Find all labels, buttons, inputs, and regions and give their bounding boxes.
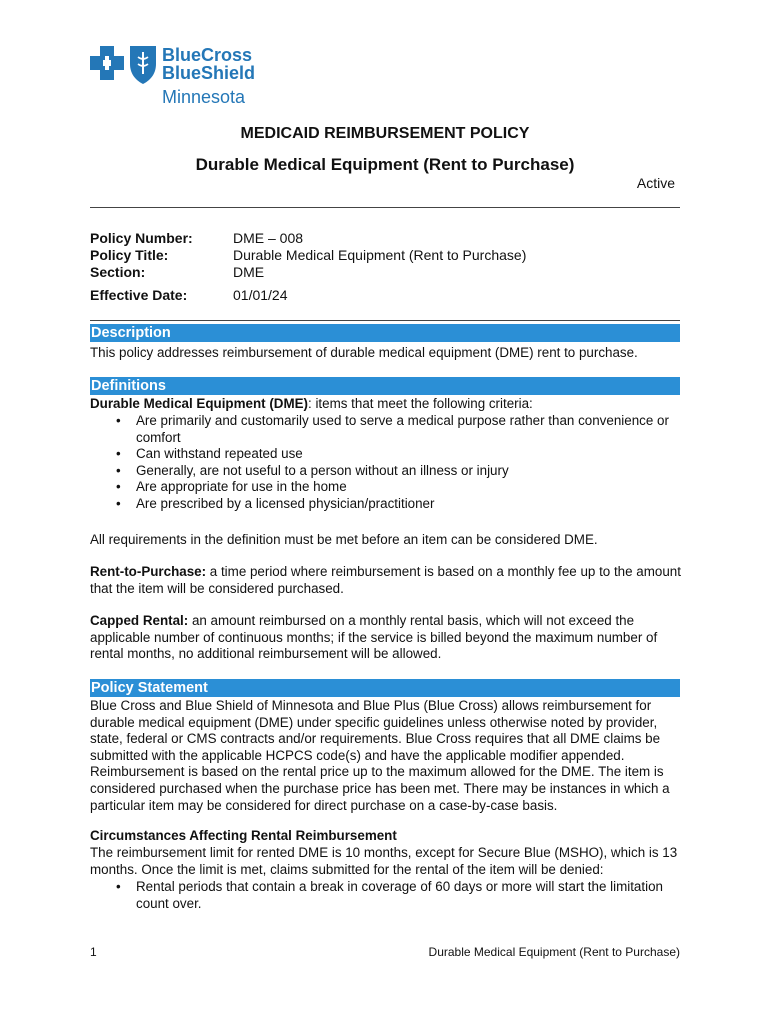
status-label: Active <box>636 175 675 191</box>
policy-statement-text: Blue Cross and Blue Shield of Minnesota and Blue Plus (Blue Cross) allows reimbursement for durable medical equipment (DME) under specific guidelines unless otherwise noted by provider, state, federal or CMS contracts and/or requirements. Blue Cross requires that all DME claims be submitted with the applicable HCPCS code(s) and have the applicable modifier appended. Reimbursement is based on the rental price up to the maximum allowed for the DME. The item is considered purchased when the purchase price has been met. There may be instances in which a particular item may be considered for direct purchase on a case-by-case basis. <box>90 698 670 813</box>
policy-number-value: DME – 008 <box>233 230 304 246</box>
reimbursement-limit-text: The reimbursement limit for rented DME is 10 months, except for Secure Blue (MSHO), which is 13 months. Once the limit is met, claims submitted for the rental of the item will be denied: <box>90 845 678 877</box>
list-item: • Rental periods that contain a break in coverage of 60 days or more will start the limitation count over. <box>116 879 663 911</box>
policy-title-label: Policy Title: <box>90 247 169 263</box>
logo-line-1: BlueCross <box>162 45 253 65</box>
rent-to-purchase-term: Rent-to-Purchase: <box>90 564 207 579</box>
rental-circumstances-subheading: Circumstances Affecting Rental Reimbursement <box>90 828 397 843</box>
dme-definition <box>90 396 682 413</box>
effective-date-value: 01/01/24 <box>233 287 288 303</box>
section-value: DME <box>233 264 265 280</box>
capped-rental-term: Capped Rental: <box>90 613 189 628</box>
list-item: • Generally, are not useful to a person without an illness or injury <box>116 462 509 478</box>
bcbs-logo <box>90 42 265 108</box>
dme-term: Durable Medical Equipment (DME) <box>90 396 308 411</box>
divider <box>90 320 680 321</box>
list-item: • Are primarily and customarily used to serve a medical purpose rather than convenience or comfort <box>116 413 669 445</box>
page-number: 1 <box>90 945 97 959</box>
cross-shield-icon <box>90 44 160 88</box>
policy-type-heading: MEDICAID REIMBURSEMENT POLICY <box>240 125 530 142</box>
rent-to-purchase-definition <box>90 564 682 597</box>
policy-number-label: Policy Number: <box>90 230 193 246</box>
logo-line-2: BlueShield <box>162 63 256 83</box>
limit-conditions-list <box>90 879 682 912</box>
list-item: • Are appropriate for use in the home <box>116 479 347 495</box>
policy-name-heading: Durable Medical Equipment (Rent to Purchase) <box>195 155 575 174</box>
effective-date-label: Effective Date: <box>90 287 188 303</box>
list-item: • Can withstand repeated use <box>116 446 303 462</box>
footer-doc-title: Durable Medical Equipment (Rent to Purchase) <box>428 945 680 959</box>
logo-line-3: Minnesota <box>162 87 246 107</box>
policy-title-value: Durable Medical Equipment (Rent to Purchase) <box>233 247 527 263</box>
policy-statement-heading: Policy Statement <box>90 679 680 697</box>
description-text: This policy addresses reimbursement of durable medical equipment (DME) rent to purchase. <box>90 345 638 360</box>
requirements-note: All requirements in the definition must be met before an item can be considered DME. <box>90 532 598 547</box>
capped-rental-text: an amount reimbursed on a monthly rental basis, which will not exceed the applicable number of continuous months; if the service is billed beyond the maximum number of rental months, no additional reimbursement will be allowed. <box>90 613 658 662</box>
dme-criteria-list <box>90 413 682 513</box>
section-label: Section: <box>90 264 146 280</box>
description-heading: Description <box>90 324 680 342</box>
divider <box>90 207 680 208</box>
capped-rental-definition <box>90 613 682 663</box>
list-item: • Are prescribed by a licensed physician/practitioner <box>116 495 435 511</box>
rent-to-purchase-text: a time period where reimbursement is based on a monthly fee up to the amount that the item will be considered purchased. <box>90 564 681 596</box>
dme-intro: : items that meet the following criteria: <box>308 396 533 411</box>
definitions-heading: Definitions <box>90 377 680 395</box>
